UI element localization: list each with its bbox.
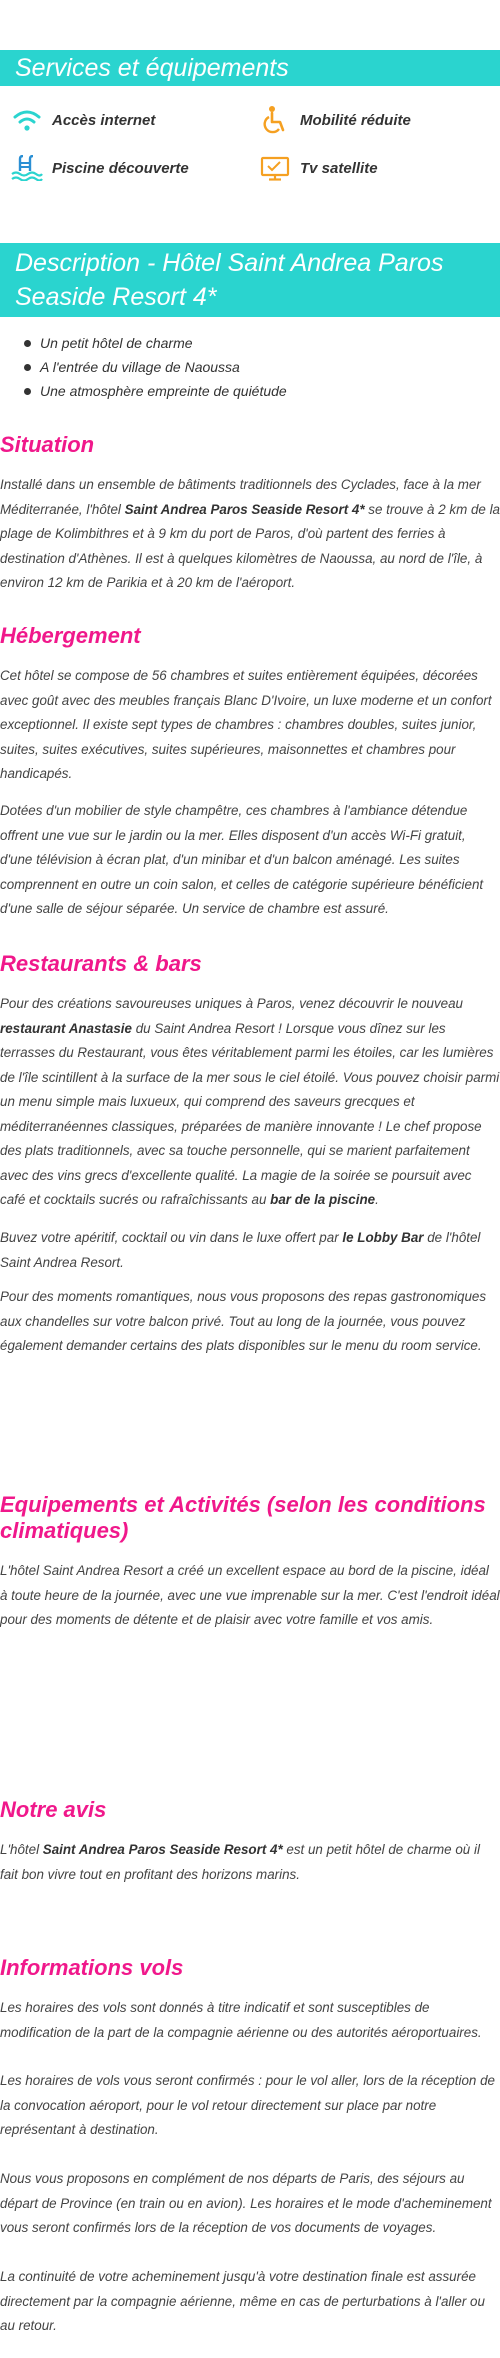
vols-text-2: Les horaires de vols vous seront confirmés : pour le vol aller, lors de la réception de la convocation aéroport, pour le vol retour directement sur place par notre représentant à destination.	[0, 2073, 495, 2137]
hebergement-text-1: Cet hôtel se compose de 56 chambres et suites entièrement équipées, décorées avec goût avec des meubles français Blanc D'Ivoire, un luxe moderne et un confort exceptionnel. Il existe sept types de chambres : chambres doubles, suites junior, suites, suites exécutives, suites supérieures, maisonnettes et chambres pour handicapés.	[0, 668, 492, 781]
avis-heading: Notre avis	[0, 1797, 107, 1822]
highlights-list	[22, 331, 287, 403]
wifi-icon	[10, 105, 44, 135]
situation-text: Installé dans un ensemble de bâtiments traditionnels des Cyclades, face à la mer Méditerranée, l'hôtel Saint Andrea Paros Seaside Resort 4* se trouve à 2 km de la plage de Kolimbithres et à 9 km du port de Paros, d'où partent des ferries à destination d'Athènes. Il est à quelques kilomètres de Naoussa, au nord de l'île, à environ 12 km de Parikia et à 20 km de l'aéroport.	[0, 477, 500, 590]
service-label: Tv satellite	[300, 159, 378, 177]
service-tv	[258, 153, 378, 183]
service-mobility	[258, 105, 411, 135]
avis-text: L'hôtel Saint Andrea Paros Seaside Resort 4* est un petit hôtel de charme où il fait bon vivre tout en profitant des horizons marins.	[0, 1842, 480, 1882]
service-pool	[10, 153, 189, 183]
vols-text-4: La continuité de votre acheminement jusqu'à votre destination finale est assurée directement par la compagnie aérienne, même en cas de perturbations à l'aller ou au retour.	[0, 2269, 485, 2333]
list-item: Un petit hôtel de charme	[22, 331, 287, 355]
service-label: Piscine découverte	[52, 159, 189, 177]
tv-icon	[258, 153, 292, 183]
description-header: Description - Hôtel Saint Andrea Paros Seaside Resort 4*	[0, 243, 500, 317]
service-label: Accès internet	[52, 111, 156, 129]
wheelchair-icon	[258, 105, 292, 135]
service-label: Mobilité réduite	[300, 111, 411, 129]
service-internet	[10, 105, 155, 135]
vols-text-1: Les horaires des vols sont donnés à titre indicatif et sont susceptibles de modification de la part de la compagnie aérienne ou des autorités aéroportuaires.	[0, 2000, 482, 2040]
hebergement-heading: Hébergement	[0, 623, 141, 648]
vols-text-3: Nous vous proposons en complément de nos départs de Paris, des séjours au départ de Province (en train ou en avion). Les horaires et le mode d'acheminement vous seront confirmés lors de la réception de vos documents de voyages.	[0, 2171, 492, 2235]
restaurants-text-2: Buvez votre apéritif, cocktail ou vin dans le luxe offert par le Lobby Bar de l'hôtel Saint Andrea Resort.	[0, 1230, 481, 1270]
list-item: A l'entrée du village de Naoussa	[22, 355, 287, 379]
restaurants-text-1: Pour des créations savoureuses uniques à Paros, venez découvrir le nouveau restaurant Anastasie du Saint Andrea Resort ! Lorsque vous dînez sur les terrasses du Restaurant, vous êtes véritablement parmi les étoiles, car les lumières de l'île scintillent à la surface de la mer sous le ciel étoilé. Vous pouvez choisir parmi un menu simple mais luxueux, qui comprend des saveurs grecques et méditerranéennes classiques, préparées de manière innovante ! Le chef propose des plats traditionnels, avec sa touche personnelle, qui se marient parfaitement avec des vins grecs d'excellente qualité. La magie de la soirée se poursuit avec café et cocktails sucrés ou rafraîchissants au bar de la piscine.	[0, 996, 500, 1207]
pool-icon	[10, 153, 44, 183]
hebergement-text-2: Dotées d'un mobilier de style champêtre, ces chambres à l'ambiance détendue offrent une vue sur le jardin ou la mer. Elles disposent d'un accès Wi-Fi gratuit, d'une télévision à écran plat, d'un minibar et d'un balcon aménagé. Les suites comprennent en outre un coin salon, et celles de catégorie supérieure bénéficient d'une salle de séjour séparée. Un service de chambre est assuré.	[0, 803, 484, 916]
vols-heading: Informations vols	[0, 1955, 184, 1980]
equipements-text: L'hôtel Saint Andrea Resort a créé un excellent espace au bord de la piscine, idéal à toute heure de la journée, avec une vue imprenable sur la mer. C'est l'endroit idéal pour des moments de détente et de plaisir avec votre famille et vos amis.	[0, 1563, 500, 1627]
services-header: Services et équipements	[0, 50, 500, 86]
restaurants-heading: Restaurants & bars	[0, 951, 202, 976]
equipements-heading: Equipements et Activités (selon les conditions climatiques)	[0, 1492, 486, 1543]
list-item: Une atmosphère empreinte de quiétude	[22, 379, 287, 403]
situation-heading: Situation	[0, 432, 95, 457]
restaurants-text-3: Pour des moments romantiques, nous vous proposons des repas gastronomiques aux chandelles sur votre balcon privé. Tout au long de la journée, vous pouvez également demander certains des plats disponibles sur le menu du room service.	[0, 1289, 487, 1353]
